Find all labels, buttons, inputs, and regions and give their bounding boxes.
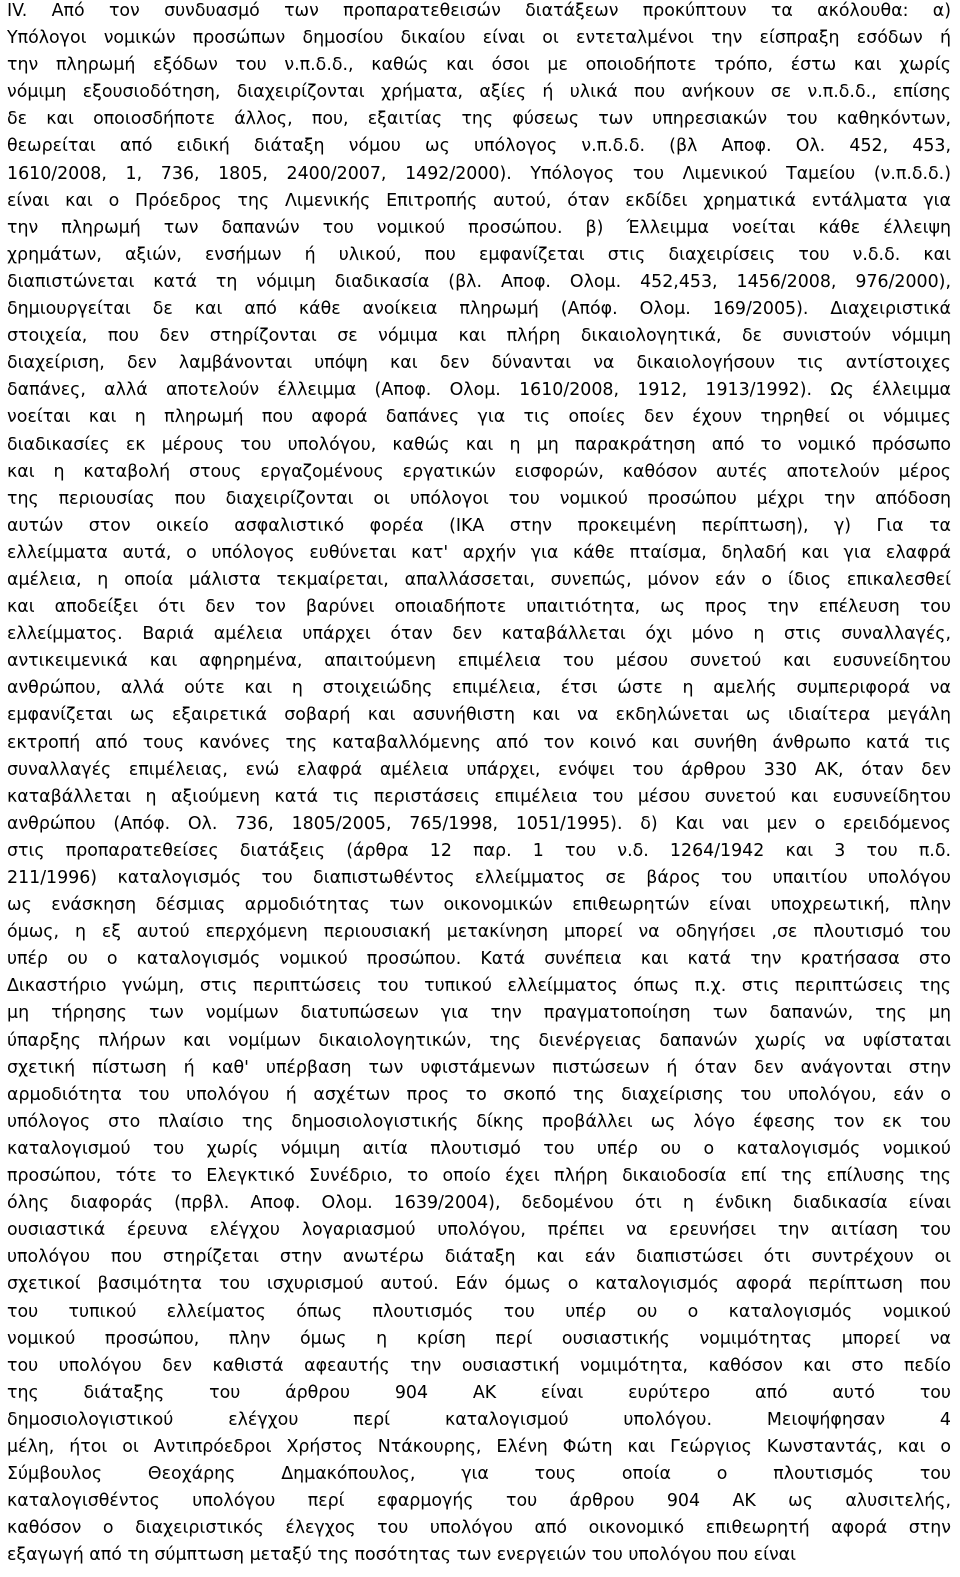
text-line: διαπιστώνεται κατά τη νόμιμη διαδικασία (βλ. Αποφ. Ολομ. 452,453, 1456/2008, 976/2000), bbox=[7, 271, 951, 292]
text-line: ύπαρξης πλήρων και νομίμων δικαιολογητικών, της διενέργειας δαπανών χωρίς να υφίσταται bbox=[7, 1030, 951, 1051]
text-line: την πληρωμή των δαπανών του νομικού προσώπου. β) Έλλειμμα νοείται κάθε έλλειψη bbox=[7, 217, 951, 238]
text-line: εξαγωγή από τη σύμπτωση μεταξύ της ποσότητας των ενεργειών του υπολόγου που είναι bbox=[7, 1545, 797, 1566]
text-line: σχετική πίστωση ή καθ' υπέρβαση των υφιστάμενων πιστώσεων ή όταν δεν ανάγονται στην bbox=[7, 1057, 951, 1078]
text-line: Υπόλογοι νομικών προσώπων δημοσίου δικαίου είναι οι εντεταλμένοι την είσπραξη εσόδων ή bbox=[7, 28, 951, 49]
text-line: 211/1996) καταλογισμός του διαπιστωθέντος ελλείμματος σε βάρος του υπαιτίου υπολόγου bbox=[7, 868, 951, 888]
text-line: διαδικασίες εκ μέρους του υπολόγου, καθώς και η μη παρακράτηση από το νομικό πρόσωπο bbox=[7, 434, 951, 455]
text-line: στοιχεία, που δεν στηρίζονται σε νόμιμα και πλήρη δικαιολογητικά, δε συνιστούν νόμιμη bbox=[7, 326, 951, 347]
text-line: υπέρ ου ο καταλογισμός νομικού προσώπου. Κατά συνέπεια και κατά την κρατήσασα στο bbox=[7, 949, 951, 970]
text-line: καταβάλλεται η αξιούμενη κατά τις περιστάσεις επιμέλεια του μέσου συνετού και ευσυνείδητου bbox=[7, 786, 951, 807]
text-line: του υπολόγου δεν καθιστά αφεαυτής την ουσιαστική νομιμότητα, καθόσον και στο πεδίο bbox=[7, 1355, 951, 1376]
text-line: αυτών στον οικείο ασφαλιστικό φορέα (ΙΚΑ στην προκειμένη περίπτωση), γ) Για τα bbox=[7, 515, 951, 536]
text-line: είναι και ο Πρόεδρος της Λιμενικής Επιτροπής αυτού, όταν εκδίδει χρηματικά εντάλματα για bbox=[7, 190, 951, 211]
text-line: αμέλεια, η οποία μάλιστα τεκμαίρεται, απαλλάσσεται, συνεπώς, μόνον εάν ο ίδιος επικαλεσθεί bbox=[7, 569, 951, 590]
text-line: μέλη, ήτοι οι Αντιπρόεδροι Χρήστος Ντάκουρης, Ελένη Φώτη και Γεώργιος Κωνσταντάς, και ο bbox=[7, 1436, 951, 1457]
text-line: εκτροπή από τους κανόνες της καταβαλλόμενης από τον κοινό και συνήθη άνθρωπο κατά τις bbox=[7, 732, 951, 753]
text-line: Σύμβουλος Θεοχάρης Δημακόπουλος, για τους οποία ο πλουτισμός του bbox=[7, 1464, 951, 1485]
text-line: δημοσιολογιστικού ελέγχου περί καταλογισμού υπολόγου. Μειοψήφησαν 4 bbox=[7, 1409, 951, 1430]
text-line: συναλλαγές επιμέλειας, ενώ ελαφρά αμέλεια υπάρχει, ενόψει του άρθρου 330 ΑΚ, όταν δεν bbox=[7, 759, 951, 780]
text-line: διαχείριση, δεν λαμβάνονται υπόψη και δεν δύνανται να δικαιολογήσουν τις αντίστοιχες bbox=[7, 353, 951, 374]
text-line: δημιουργείται δε και από κάθε ανοίκεια πληρωμή (Απόφ. Ολομ. 169/2005). Διαχειριστικά bbox=[7, 299, 951, 320]
text-line: καθόσον ο διαχειριστικός έλεγχος του υπολόγου από οικονομικό επιθεωρητή αφορά στην bbox=[7, 1518, 951, 1539]
text-line: αρμοδιότητα του υπολόγου ή ασχέτων προς το σκοπό της διαχείρισης του υπολόγου, εάν ο bbox=[7, 1084, 951, 1105]
text-line: της διάταξης του άρθρου 904 ΑΚ είναι ευρύτερο από αυτό του bbox=[7, 1382, 951, 1403]
document-page bbox=[7, 0, 951, 1569]
text-line: προσώπου, τότε το Ελεγκτικό Συνέδριο, το οποίο έχει πλήρη δικαιοδοσία επί της επίλυσης της bbox=[7, 1166, 951, 1187]
text-line: και αποδείξει ότι δεν τον βαρύνει οποιαδήποτε υπαιτιότητα, ως προς την επέλευση του bbox=[7, 597, 951, 618]
text-line: ως ενάσκηση δέσμιας αρμοδιότητας των οικονομικών επιθεωρητών είναι υποχρεωτική, πλην bbox=[7, 895, 951, 916]
text-line: αντικειμενικά και αφηρημένα, απαιτούμενη επιμέλεια του μέσου συνετού και ευσυνείδητου bbox=[7, 651, 951, 672]
text-line: νομικού προσώπου, πλην όμως η κρίση περί ουσιαστικής νομιμότητας μπορεί να bbox=[7, 1328, 951, 1349]
text-line: του τυπικού ελλείματος όπως πλουτισμός του υπέρ ου ο καταλογισμός νομικού bbox=[7, 1301, 951, 1322]
text-line: καταλογισθέντος υπολόγου περί εφαρμογής του άρθρου 904 ΑΚ ως αλυσιτελής, bbox=[7, 1491, 951, 1512]
text-line: Δικαστήριο γνώμη, στις περιπτώσεις του τυπικού ελλείμματος όπως π.χ. στις περιπτώσεις της bbox=[7, 976, 951, 997]
text-line: στις προπαρατεθείσες διατάξεις (άρθρα 12 παρ. 1 του ν.δ. 1264/1942 και 3 του π.δ. bbox=[7, 840, 951, 861]
text-line: καταλογισμού του χωρίς νόμιμη αιτία πλουτισμό του υπέρ ου ο καταλογισμός νομικού bbox=[7, 1138, 951, 1159]
text-line: ανθρώπου, αλλά ούτε και η στοιχειώδης επιμέλεια, έτσι ώστε η αμελής συμπεριφορά να bbox=[7, 678, 951, 699]
text-line: σχετικοί βασιμότητα του ισχυρισμού αυτού. Εάν όμως ο καταλογισμός αφορά περίπτωση που bbox=[7, 1274, 951, 1295]
text-line: και η καταβολή στους εργαζομένους εργατικών εισφορών, καθόσον αυτές αποτελούν μέρος bbox=[7, 461, 951, 482]
text-line: 1610/2008, 1, 736, 1805, 2400/2007, 1492/2000). Υπόλογος του Λιμενικού Ταμείου (ν.π.δ.δ.) bbox=[7, 163, 951, 184]
text-line: νοείται και η πληρωμή που αφορά δαπάνες για τις οποίες δεν έχουν τηρηθεί οι νόμιμες bbox=[7, 407, 951, 428]
text-line: όμως, η εξ αυτού επερχόμενη περιουσιακή μετακίνηση μπορεί να οδηγήσει ,σε πλουτισμό του bbox=[7, 922, 951, 943]
text-line: της περιουσίας που διαχειρίζονται οι υπόλογοι του νομικού προσώπου μέχρι την απόδοση bbox=[7, 488, 951, 509]
text-line: θεωρείται από ειδική διάταξη νόμου ως υπόλογος ν.π.δ.δ. (βλ Αποφ. Ολ. 452, 453, bbox=[7, 136, 951, 157]
text-line: νόμιμη εξουσιοδότηση, διαχειρίζονται χρήματα, αξίες ή υλικά που ανήκουν σε ν.π.δ.δ., επίσης bbox=[7, 82, 951, 103]
text-line: όλης διαφοράς (πρβλ. Αποφ. Ολομ. 1639/2004), δεδομένου ότι η ένδικη διαδικασία είναι bbox=[7, 1193, 951, 1214]
text-line: υπολόγου που στηρίζεται στην ανωτέρω διάταξη και εάν διαπιστώσει ότι συντρέχουν οι bbox=[7, 1247, 951, 1268]
text-line: χρημάτων, αξιών, ενσήμων ή υλικού, που εμφανίζεται στις διαχειρίσεις του ν.δ.δ. και bbox=[7, 244, 951, 265]
text-line: δαπάνες, αλλά αποτελούν έλλειμμα (Αποφ. Ολομ. 1610/2008, 1912, 1913/1992). Ως έλλειμμα bbox=[7, 380, 951, 401]
text-line: IV. Από τον συνδυασμό των προπαρατεθεισών διατάξεων προκύπτουν τα ακόλουθα: α) bbox=[7, 1, 951, 21]
text-line: υπόλογος στο πλαίσιο της δημοσιολογιστικής δίκης προβάλλει ως λόγο έφεσης τον εκ του bbox=[7, 1111, 951, 1132]
text-line: ανθρώπου (Απόφ. Ολ. 736, 1805/2005, 765/1998, 1051/1995). δ) Και ναι μεν ο ερειδόμενος bbox=[7, 813, 951, 834]
text-line: μη τήρησης των νομίμων διατυπώσεων για την πραγματοποίηση των δαπανών, της μη bbox=[7, 1003, 951, 1024]
text-line: εμφανίζεται ως εξαιρετικά σοβαρή και ασυνήθιστη και να εκδηλώνεται ως ιδιαίτερα μεγάλη bbox=[7, 705, 951, 726]
text-line: την πληρωμή εξόδων του ν.π.δ.δ., καθώς και όσοι με οποιοδήποτε τρόπο, έστω και χωρίς bbox=[7, 55, 951, 76]
text-line: ελλείμματα αυτά, ο υπόλογος ευθύνεται κατ' αρχήν για κάθε πταίσμα, δηλαδή και για ελαφρά bbox=[7, 542, 951, 563]
text-line: ουσιαστικά έρευνα ελέγχου λογαριασμού υπολόγου, πρέπει να ερευνήσει την αιτίαση του bbox=[7, 1220, 951, 1241]
text-line: ελλείμματος. Βαριά αμέλεια υπάρχει όταν δεν καταβάλλεται όχι μόνο η στις συναλλαγές, bbox=[7, 624, 951, 645]
text-line: δε και οποιοσδήποτε άλλος, που, εξαιτίας της φύσεως των υπηρεσιακών του καθηκόντων, bbox=[7, 109, 951, 130]
